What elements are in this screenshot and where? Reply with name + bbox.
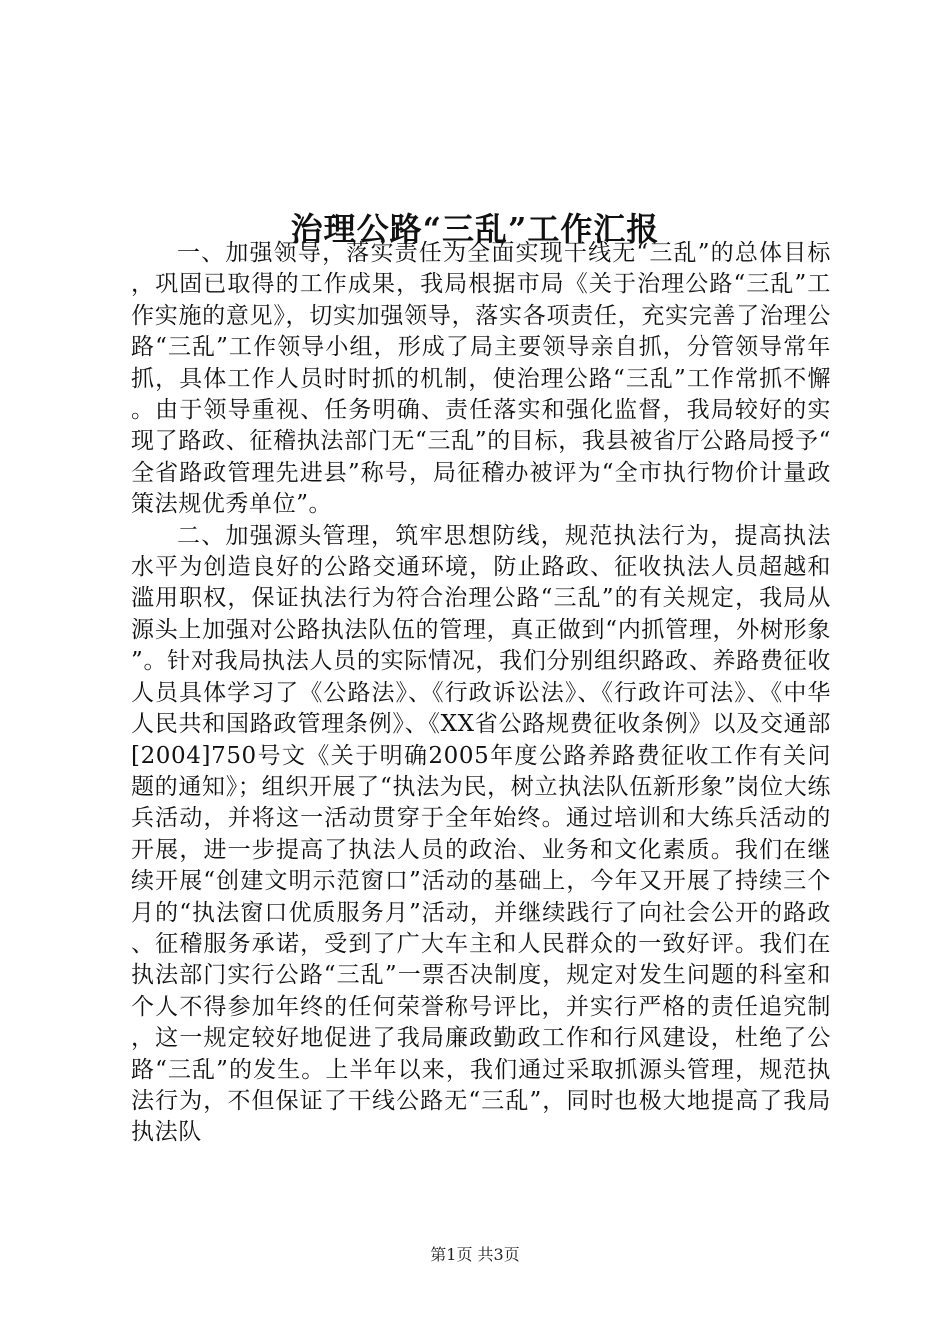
document-title: 治理公路“三乱”工作汇报 [290, 210, 660, 249]
paragraph-2: 二、加强源头管理，筑牢思想防线，规范执法行为，提高执法水平为创造良好的公路交通环境，防止路政、征收执法人员超越和滥用职权，保证执法行为符合治理公路“三乱”的有关规定，我局从源头上加强对公路执法队伍的管理，真正做到“内抓管理，外树形象”。针对我局执法人员的实际情况，我们分别组织路政、养路费征收人员具体学习了《公路法》、《行政诉讼法》、《行政许可法》、《中华人民共和国路政管理条例》、《XX省公路规费征收条例》以及交通部[2004]750号文《关于明确2005年度公路养路费征收工作有关问题的通知》；组织开展了“执法为民，树立执法队伍新形象”岗位大练兵活动，并将这一活动贯穿于全年始终。通过培训和大练兵活动的开展，进一步提高了执法人员的政治、业务和文化素质。我们在继续开展“创建文明示范窗口”活动的基础上，今年又开展了持续三个月的“执法窗口优质服务月”活动，并继续践行了向社会公开的路政、征稽服务承诺，受到了广大车主和人民群众的一致好评。我们在执法部门实行公路“三乱”一票否决制度，规定对发生问题的科室和个人不得参加年终的任何荣誉称号评比，并实行严格的责任追究制，这一规定较好地促进了我局廉政勤政工作和行风建设，杜绝了公路“三乱”的发生。上半年以来，我们通过采取抓源头管理，规范执法行为，不但保证了干线公路无“三乱”，同时也极大地提高了我局执法队 [131, 522, 831, 1146]
document-body [131, 238, 831, 1149]
paragraph-1: 一、加强领导，落实责任为全面实现干线无“三乱”的总体目标，巩固已取得的工作成果，我局根据市局《关于治理公路“三乱”工作实施的意见》，切实加强领导，落实各项责任，充实完善了治理公路“三乱”工作领导小组，形成了局主要领导亲自抓，分管领导常年抓，具体工作人员时时抓的机制，使治理公路“三乱”工作常抓不懈。由于领导重视、任务明确、责任落实和强化监督，我局较好的实现了路政、征稽执法部门无“三乱”的目标，我县被省厅公路局授予“全省路政管理先进县”称号，局征稽办被评为“全市执行物价计量政策法规优秀单位”。 [131, 240, 831, 518]
page-number: 第1页 共3页 [430, 1245, 520, 1264]
